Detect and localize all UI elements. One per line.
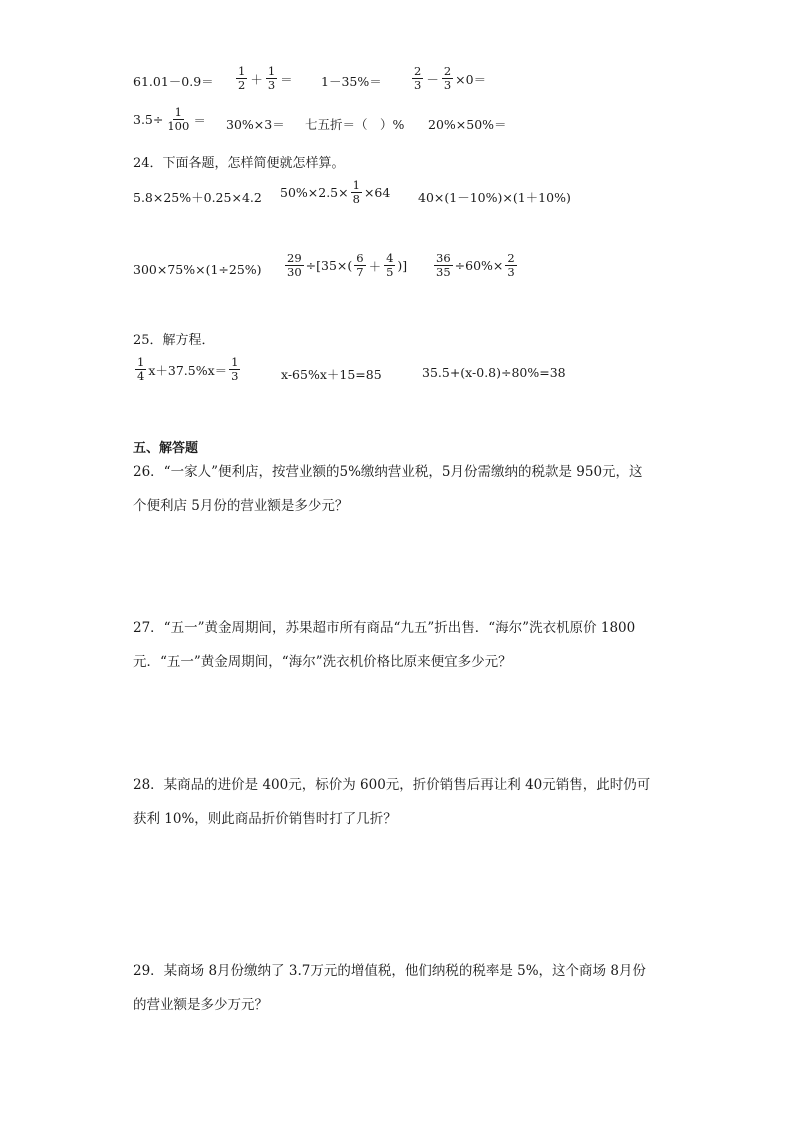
question-28: 28．某商品的进价是 400元，标价为 600元，折价销售后再让利 40元销售，此时仍可 获利 10%，则此商品折价销售时打了几折？	[133, 777, 651, 827]
fraction: $\frac{2}{3}$	[507, 251, 515, 280]
q25-equation-b: x-65%x＋15=85	[281, 367, 382, 382]
q24-expr-d: 300×75%×(1÷25%)	[133, 262, 262, 277]
section-heading: 五、解答题	[133, 441, 199, 456]
calc-half-plus-third: $\frac{1}{2}$ ＋ $\frac{1}{3}$ ＝	[238, 64, 293, 93]
fraction: $\frac{6}{7}$	[356, 251, 364, 280]
question-29: 29．某商场 8月份缴纳了 3.7万元的增值税，他们纳税的税率是 5%，这个商场 8月份 的营业额是多少万元？	[133, 963, 646, 1013]
fraction: $\frac{1}{8}$	[352, 178, 360, 207]
q24-expr-f: $\frac{36}{35}$ ÷60%× $\frac{2}{3}$	[436, 251, 515, 280]
fraction: $\frac{2}{3}$	[414, 64, 422, 93]
q24-expr-a: 5.8×25%＋0.25×4.2	[133, 190, 262, 205]
q24-expr-e: $\frac{29}{30}$ ÷[35×( $\frac{6}{7}$ ＋ $\frac{4}{5}$ )]	[287, 251, 408, 280]
q24-expr-b: 50%×2.5× $\frac{1}{8}$ ×64	[280, 178, 391, 207]
fraction: $\frac{36}{35}$	[436, 251, 451, 280]
fraction: $\frac{1}{4}$	[137, 355, 145, 384]
fraction: $\frac{2}{3}$	[443, 64, 452, 93]
q24-expr-c: 40×(1－10%)×(1＋10%)	[418, 190, 571, 205]
fraction: $\frac{1}{100}$	[167, 105, 190, 134]
calc-3-5-div: 3.5÷ $\frac{1}{100}$ ＝	[133, 105, 206, 134]
question-25-title: 25．解方程．	[133, 333, 215, 348]
question-26: 26．“一家人”便利店，按营业额的5%缴纳营业税，5月份需缴纳的税款是 950元，这 个便利店 5月份的营业额是多少元？	[133, 464, 643, 514]
calc-61-01: 61.01－0.9＝	[133, 74, 214, 89]
fraction: $\frac{29}{30}$	[287, 251, 302, 280]
calc-two-thirds: $\frac{2}{3}$ － $\frac{2}{3}$ ×0＝	[414, 64, 487, 93]
calc-1-minus-35: 1－35%＝	[321, 74, 382, 89]
fraction: $\frac{1}{3}$	[231, 355, 239, 384]
fraction: $\frac{4}{5}$	[386, 251, 394, 280]
question-27: 27．“五一”黄金周期间，苏果超市所有商品“九五”折出售．“海尔”洗衣机原价 1800 元．“五一”黄金周期间，“海尔”洗衣机价格比原来便宜多少元？	[133, 620, 636, 670]
q25-equation-a: $\frac{1}{4}$ x＋37.5%x＝ $\frac{1}{3}$	[137, 355, 239, 384]
q25-equation-c: 35.5+(x-0.8)÷80%=38	[422, 365, 566, 380]
calc-30-times-3: 30%×3＝	[226, 117, 285, 132]
fraction: $\frac{1}{3}$	[267, 64, 276, 93]
calc-discount: 七五折＝（ ）%	[305, 117, 405, 132]
question-24-title: 24．下面各题，怎样简便就怎样算。	[133, 156, 345, 171]
fraction: $\frac{1}{2}$	[238, 64, 246, 93]
calc-20-times-50: 20%×50%＝	[428, 117, 507, 132]
